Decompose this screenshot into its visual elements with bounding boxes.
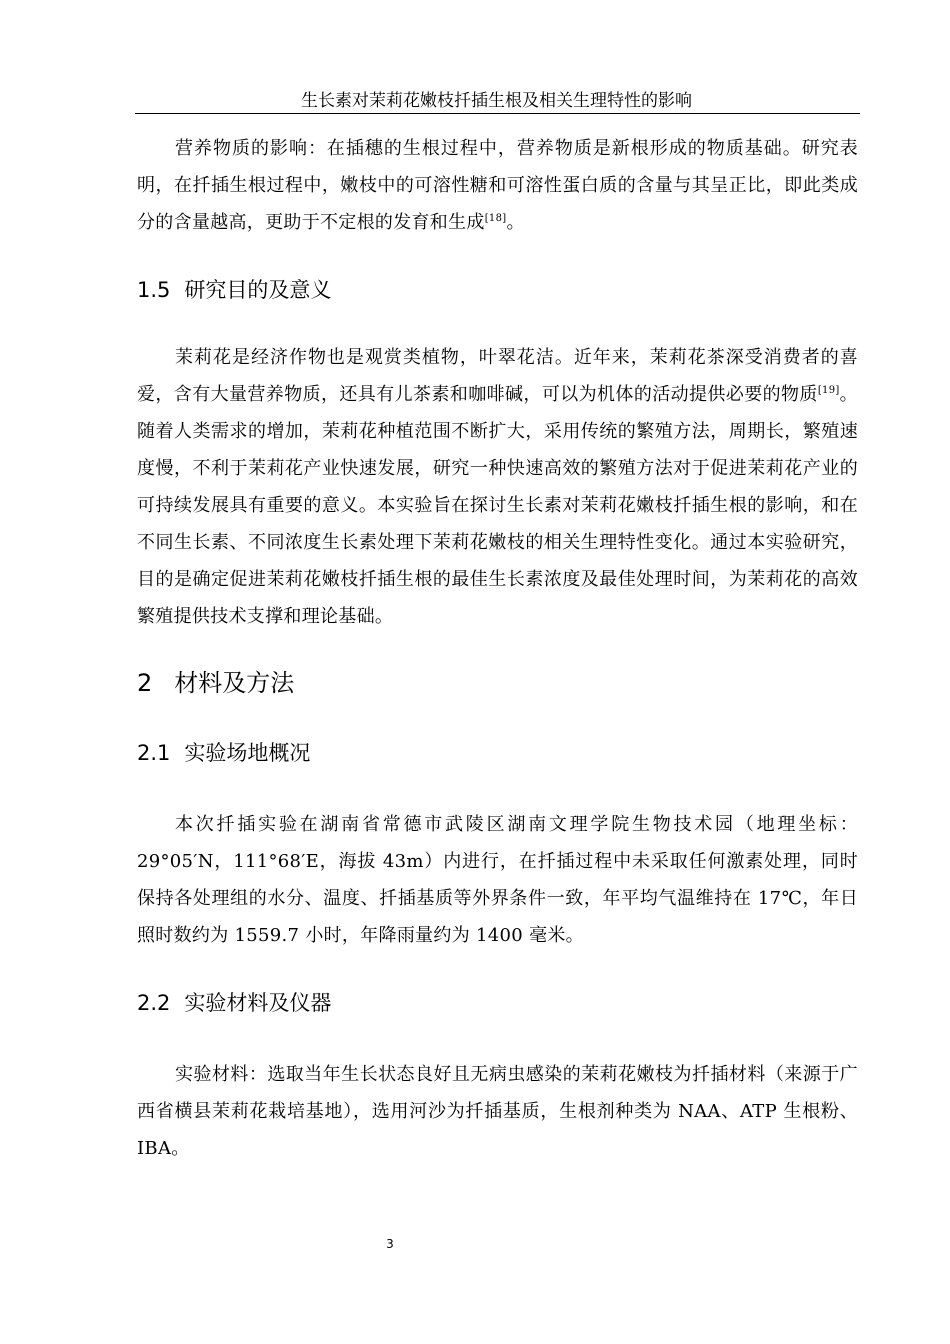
paragraph-text: 本次扦插实验在湖南省常德市武陵区湖南文理学院生物技术园（地理坐标：29°05′N，111°68′E，海拔 43m）内进行，在扦插过程中未采取任何激素处理，同时保持各处理组的水分、温度、扦插基质等外界条件一致，年平均气温维持在 17℃，年日照时数约为 1559.7 小时，年降雨量约为 1400 毫米。 [137,814,858,946]
paragraph-text: 实验材料：选取当年生长状态良好且无病虫感染的茉莉花嫩枝为扦插材料（来源于广西省横县茉莉花栽培基地），选用河沙为扦插基质，生根剂种类为 NAA、ATP 生根粉、IBA。 [137,1064,858,1159]
heading-2-2 [137,988,858,1018]
heading-1-5 [137,275,858,305]
paragraph-materials [137,1056,858,1167]
heading-number: 2.2 [137,991,171,1015]
heading-number: 1.5 [137,278,171,302]
running-header: 生长素对茉莉花嫩枝扦插生根及相关生理特性的影响 [301,91,692,111]
paragraph-tail: 。 [506,212,525,233]
heading-2 [137,666,858,700]
heading-title: 材料及方法 [174,669,295,697]
paragraph-purpose [137,339,858,635]
citation: [19] [817,385,840,396]
heading-2-1 [137,738,858,768]
paragraph-text: 茉莉花是经济作物也是观赏类植物，叶翠花洁。近年来，茉莉花茶深受消费者的喜爱，含有大量营养物质，还具有儿茶素和咖啡碱，可以为机体的活动提供必要的物质 [137,347,858,405]
page-body [137,130,858,1167]
citation: [18] [484,213,507,224]
header-rule [135,113,860,114]
page-number: 3 [386,1237,394,1251]
paragraph-nutrients [137,130,858,241]
heading-title: 实验材料及仪器 [184,991,332,1015]
paragraph-tail: 。随着人类需求的增加，茉莉花种植范围不断扩大，采用传统的繁殖方法，周期长，繁殖速度慢，不利于茉莉花产业快速发展，研究一种快速高效的繁殖方法对于促进茉莉花产业的可持续发展具有重要的意义。本实验旨在探讨生长素对茉莉花嫩枝扦插生根的影响，和在不同生长素、不同浓度生长素处理下茉莉花嫩枝的相关生理特性变化。通过本实验研究，目的是确定促进茉莉花嫩枝扦插生根的最佳生长素浓度及最佳处理时间，为茉莉花的高效繁殖提供技术支撑和理论基础。 [137,384,858,627]
heading-title: 研究目的及意义 [184,278,332,302]
heading-number: 2 [137,669,153,697]
paragraph-site [137,806,858,954]
paragraph-text: 营养物质的影响：在插穗的生根过程中，营养物质是新根形成的物质基础。研究表明，在扦插生根过程中，嫩枝中的可溶性糖和可溶性蛋白质的含量与其呈正比，即此类成分的含量越高，更助于不定根的发育和生成 [137,138,858,233]
heading-number: 2.1 [137,741,171,765]
heading-title: 实验场地概况 [184,741,311,765]
